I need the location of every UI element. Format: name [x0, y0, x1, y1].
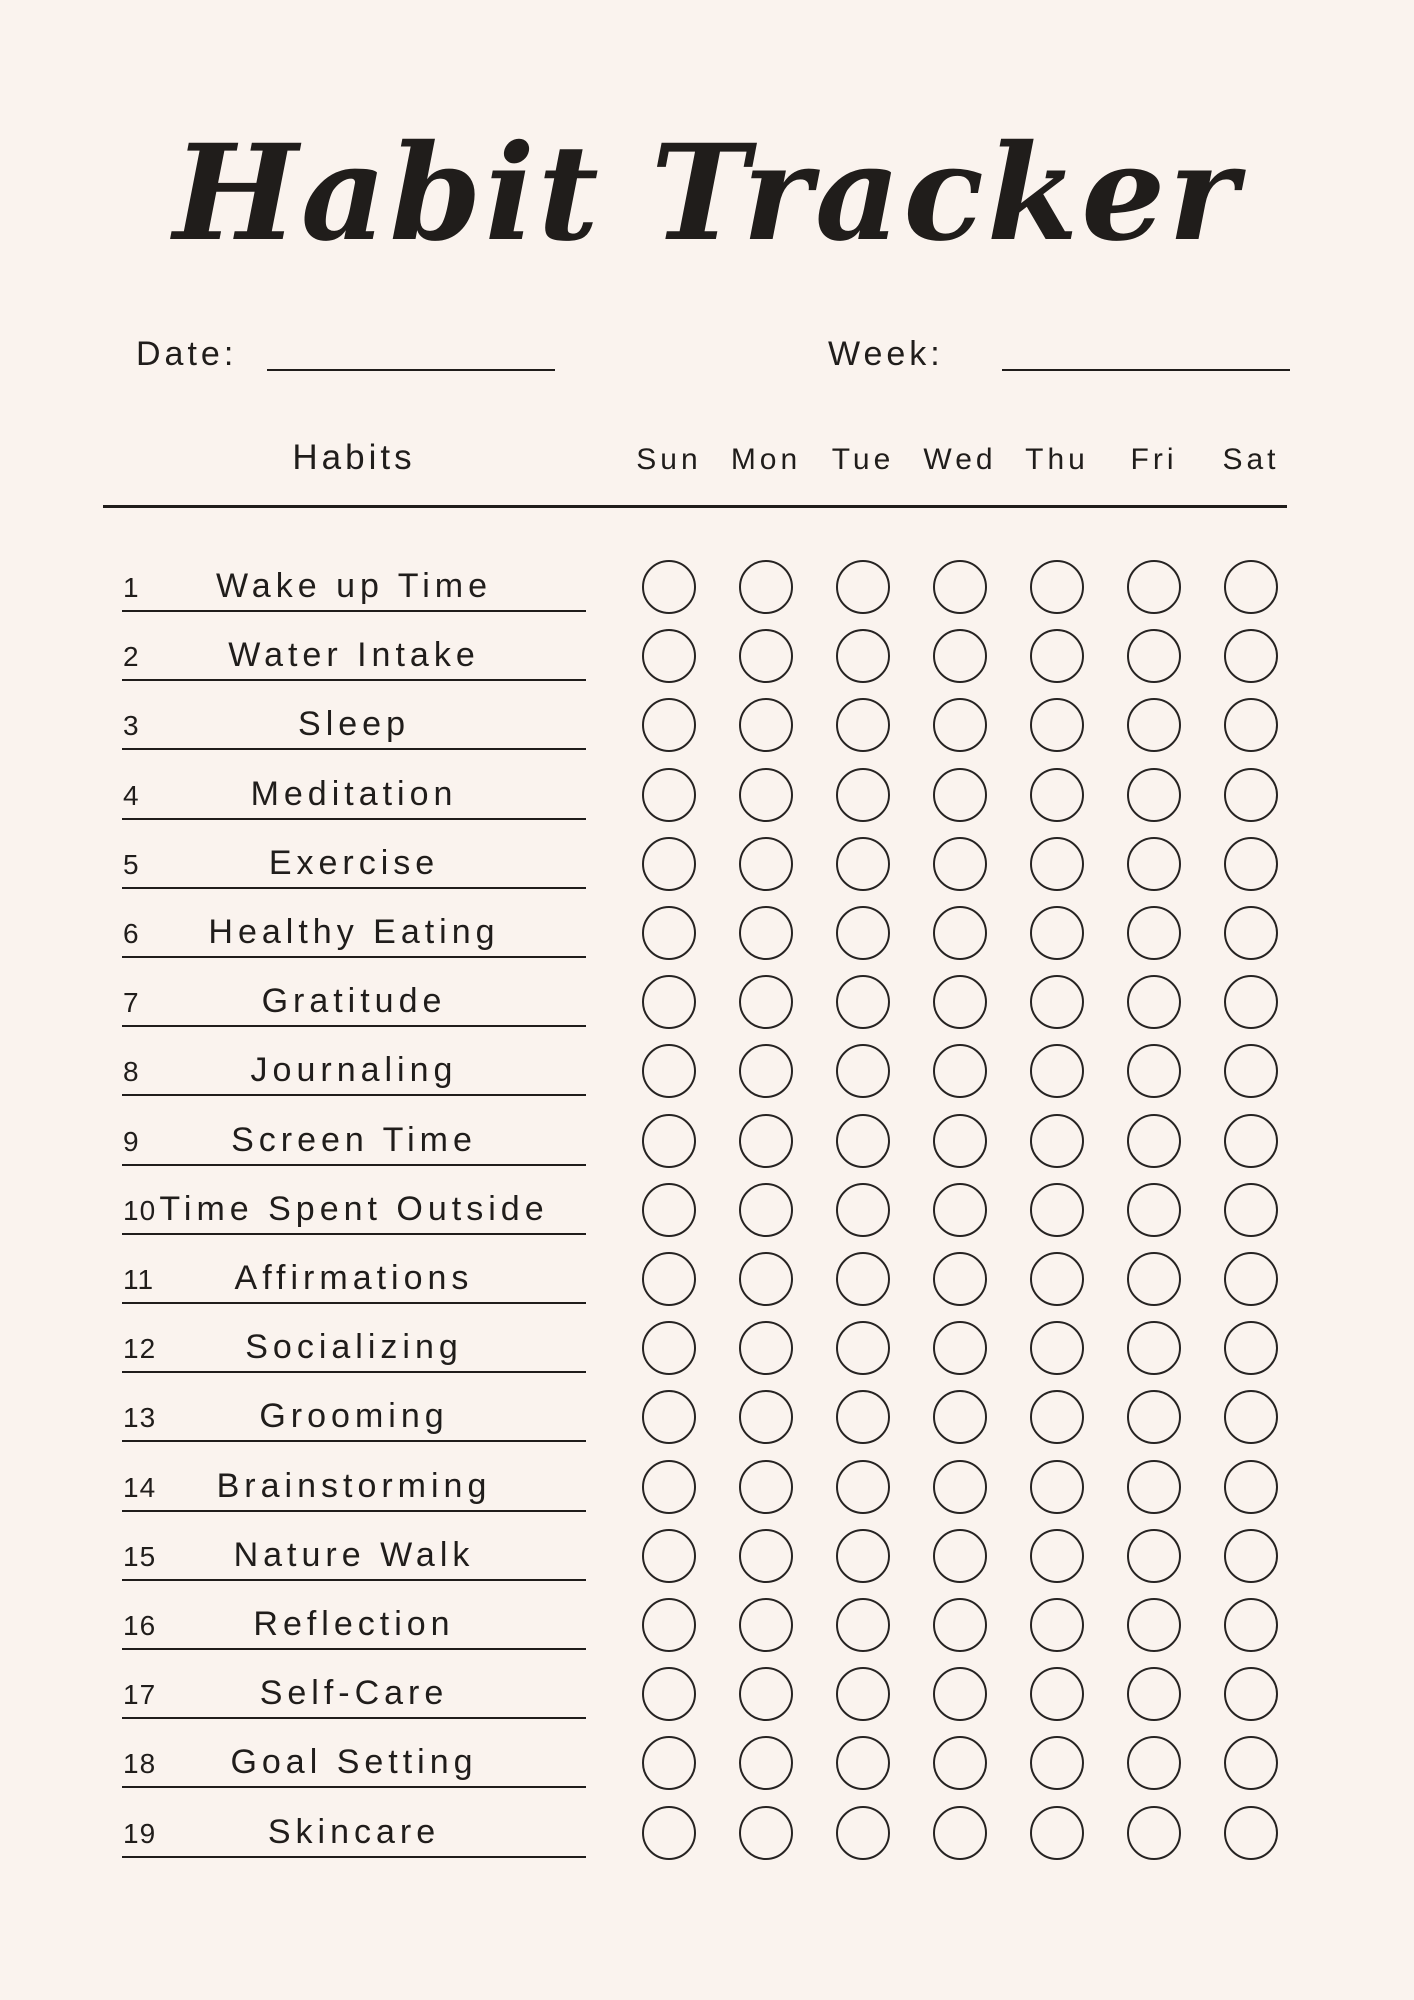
habit-day-circle[interactable] — [1224, 1252, 1278, 1306]
habit-day-circle[interactable] — [933, 768, 987, 822]
habit-day-circle[interactable] — [1224, 1667, 1278, 1721]
habit-day-circle[interactable] — [739, 1183, 793, 1237]
habit-day-circle[interactable] — [933, 1667, 987, 1721]
habit-underline — [122, 1440, 586, 1442]
week-input-line[interactable] — [1002, 369, 1290, 371]
habit-day-circle[interactable] — [1127, 837, 1181, 891]
page-title: Habit Tracker — [173, 116, 1241, 271]
habit-day-circle[interactable] — [642, 1667, 696, 1721]
habit-day-circle[interactable] — [1030, 1390, 1084, 1444]
habit-number: 10 — [123, 1194, 157, 1226]
habit-day-circle[interactable] — [642, 768, 696, 822]
habit-day-circle[interactable] — [933, 1390, 987, 1444]
week-label: Week: — [828, 335, 944, 373]
habit-day-circle[interactable] — [1127, 629, 1181, 683]
habit-number: 8 — [123, 1056, 140, 1088]
habit-number: 6 — [123, 918, 140, 949]
habit-day-circle[interactable] — [739, 1114, 793, 1168]
habit-day-circle[interactable] — [739, 1460, 793, 1514]
habit-day-circle[interactable] — [1127, 698, 1181, 752]
habit-row — [0, 1386, 1414, 1450]
habit-day-circle[interactable] — [1224, 837, 1278, 891]
habit-day-circle[interactable] — [739, 1667, 793, 1721]
day-header-sun: Sun — [636, 443, 702, 476]
habit-day-circle[interactable] — [1127, 1460, 1181, 1514]
habit-day-circle[interactable] — [1224, 698, 1278, 752]
habit-day-circle[interactable] — [739, 698, 793, 752]
habits-column-header: Habits — [292, 438, 416, 477]
habit-day-circle[interactable] — [1030, 1667, 1084, 1721]
habit-day-circle[interactable] — [1127, 560, 1181, 614]
habit-day-circle[interactable] — [933, 698, 987, 752]
habit-day-circle[interactable] — [739, 906, 793, 960]
habit-underline — [122, 1786, 586, 1788]
habit-day-circle[interactable] — [933, 1114, 987, 1168]
habit-number: 5 — [123, 848, 140, 880]
habit-day-circle[interactable] — [1030, 1806, 1084, 1860]
habit-number: 18 — [123, 1748, 157, 1780]
habit-day-circle[interactable] — [1030, 560, 1084, 614]
habit-name: Socializing — [245, 1328, 463, 1367]
habit-day-circle[interactable] — [642, 1598, 696, 1652]
habit-name: Wake up Time — [215, 567, 493, 605]
habit-day-circle[interactable] — [1030, 975, 1084, 1029]
habit-row — [0, 1317, 1414, 1381]
habit-name: Skincare — [267, 1812, 441, 1851]
habit-day-circle[interactable] — [642, 698, 696, 752]
date-label: Date: — [136, 335, 238, 373]
habit-day-circle[interactable] — [836, 560, 890, 614]
habit-day-circle[interactable] — [739, 768, 793, 822]
habit-day-circle[interactable] — [739, 1598, 793, 1652]
habit-day-circle[interactable] — [642, 1529, 696, 1583]
habit-day-circle[interactable] — [642, 1806, 696, 1860]
habit-day-circle[interactable] — [933, 1044, 987, 1098]
habit-row — [0, 556, 1414, 620]
habit-day-circle[interactable] — [642, 906, 696, 960]
habit-day-circle[interactable] — [642, 1183, 696, 1237]
habit-name: Goal Setting — [230, 1743, 478, 1782]
habit-underline — [122, 1164, 586, 1166]
habit-day-circle[interactable] — [739, 1806, 793, 1860]
habit-day-circle[interactable] — [1127, 1252, 1181, 1306]
habit-number: 16 — [123, 1610, 157, 1641]
habit-row — [0, 1110, 1414, 1174]
habit-underline — [122, 679, 586, 681]
habit-underline — [122, 610, 586, 612]
habit-day-circle[interactable] — [739, 629, 793, 683]
habit-day-circle[interactable] — [1224, 1114, 1278, 1168]
habit-day-circle[interactable] — [933, 1736, 987, 1790]
habit-day-circle[interactable] — [1224, 1390, 1278, 1444]
habit-day-circle[interactable] — [1127, 1667, 1181, 1721]
habit-name: Healthy Eating — [208, 913, 500, 951]
day-header-sat: Sat — [1222, 443, 1280, 476]
habit-day-circle[interactable] — [739, 1321, 793, 1375]
habit-day-circle[interactable] — [836, 1252, 890, 1306]
habit-name: Screen Time — [231, 1120, 477, 1159]
habit-name: Self-Care — [259, 1674, 449, 1713]
habit-number: 15 — [123, 1540, 157, 1572]
habit-day-circle[interactable] — [933, 1321, 987, 1375]
habit-underline — [122, 1510, 586, 1512]
habit-day-circle[interactable] — [1127, 1529, 1181, 1583]
habit-row — [0, 1248, 1414, 1312]
habit-underline — [122, 1025, 586, 1027]
habit-day-circle[interactable] — [1030, 1252, 1084, 1306]
habit-day-circle[interactable] — [1030, 698, 1084, 752]
habit-number: 12 — [123, 1333, 157, 1365]
habit-day-circle[interactable] — [1127, 1183, 1181, 1237]
habit-day-circle[interactable] — [642, 1044, 696, 1098]
day-header-thu: Thu — [1025, 443, 1089, 476]
habit-name: Sleep — [298, 705, 410, 744]
habit-day-circle[interactable] — [1224, 1044, 1278, 1098]
habit-day-circle[interactable] — [1030, 906, 1084, 960]
day-header-fri: Fri — [1130, 443, 1178, 476]
habit-row — [0, 1732, 1414, 1796]
habit-day-circle[interactable] — [642, 975, 696, 1029]
habit-row — [0, 1802, 1414, 1866]
habit-name: Water Intake — [228, 636, 480, 675]
habit-day-circle[interactable] — [933, 1460, 987, 1514]
habit-day-circle[interactable] — [1224, 1183, 1278, 1237]
habit-day-circle[interactable] — [1127, 1321, 1181, 1375]
habit-day-circle[interactable] — [739, 837, 793, 891]
habit-number: 9 — [123, 1125, 140, 1157]
habit-day-circle[interactable] — [642, 1321, 696, 1375]
habit-day-circle[interactable] — [642, 1736, 696, 1790]
day-header-wed: Wed — [923, 443, 997, 476]
habit-day-circle[interactable] — [836, 1114, 890, 1168]
habit-underline — [122, 1094, 586, 1096]
habit-day-circle[interactable] — [1224, 1321, 1278, 1375]
habit-number: 3 — [123, 710, 140, 742]
habit-row — [0, 1663, 1414, 1727]
habit-day-circle[interactable] — [1030, 629, 1084, 683]
habit-day-circle[interactable] — [739, 1044, 793, 1098]
habit-day-circle[interactable] — [1030, 1736, 1084, 1790]
habit-day-circle[interactable] — [1030, 1460, 1084, 1514]
habit-day-circle[interactable] — [933, 560, 987, 614]
habit-underline — [122, 748, 586, 750]
habit-day-circle[interactable] — [1030, 837, 1084, 891]
habit-name: Nature Walk — [233, 1535, 475, 1574]
habit-number: 11 — [123, 1264, 155, 1295]
day-header-tue: Tue — [831, 443, 895, 476]
habit-day-circle[interactable] — [933, 1529, 987, 1583]
habit-day-circle[interactable] — [836, 1736, 890, 1790]
habit-day-circle[interactable] — [1127, 1114, 1181, 1168]
habit-day-circle[interactable] — [1030, 1529, 1084, 1583]
habit-day-circle[interactable] — [836, 698, 890, 752]
habit-day-circle[interactable] — [836, 906, 890, 960]
habit-day-circle[interactable] — [836, 1044, 890, 1098]
habit-name: Brainstorming — [216, 1466, 492, 1505]
habit-row — [0, 833, 1414, 897]
habit-day-circle[interactable] — [933, 906, 987, 960]
habit-number: 17 — [123, 1679, 157, 1711]
habit-row — [0, 1456, 1414, 1520]
habit-day-circle[interactable] — [1127, 975, 1181, 1029]
habit-day-circle[interactable] — [642, 837, 696, 891]
habit-number: 19 — [123, 1817, 157, 1849]
habit-name: Exercise — [268, 843, 440, 882]
habit-day-circle[interactable] — [1030, 1183, 1084, 1237]
habit-row — [0, 902, 1414, 966]
habit-day-circle[interactable] — [1127, 1598, 1181, 1652]
habit-day-circle[interactable] — [1127, 1044, 1181, 1098]
habit-day-circle[interactable] — [933, 1806, 987, 1860]
habit-day-circle[interactable] — [739, 1736, 793, 1790]
habit-name: Affirmations — [234, 1259, 474, 1297]
habit-day-circle[interactable] — [836, 1598, 890, 1652]
habit-underline — [122, 1579, 586, 1581]
day-header-mon: Mon — [730, 443, 802, 476]
habit-day-circle[interactable] — [642, 1390, 696, 1444]
habit-day-circle[interactable] — [836, 1667, 890, 1721]
habit-day-circle[interactable] — [642, 1252, 696, 1306]
habit-day-circle[interactable] — [1127, 1390, 1181, 1444]
habit-day-circle[interactable] — [1127, 1806, 1181, 1860]
habit-day-circle[interactable] — [1224, 1806, 1278, 1860]
habit-day-circle[interactable] — [836, 1321, 890, 1375]
habit-day-circle[interactable] — [1030, 1114, 1084, 1168]
habit-underline — [122, 1233, 586, 1235]
habit-day-circle[interactable] — [836, 975, 890, 1029]
habit-day-circle[interactable] — [1224, 1529, 1278, 1583]
habit-day-circle[interactable] — [836, 1183, 890, 1237]
habit-name: Grooming — [259, 1397, 449, 1436]
habit-day-circle[interactable] — [836, 1390, 890, 1444]
habit-underline — [122, 887, 586, 889]
habit-number: 2 — [123, 641, 140, 673]
habit-underline — [122, 1717, 586, 1719]
habit-day-circle[interactable] — [1224, 1598, 1278, 1652]
habit-day-circle[interactable] — [836, 837, 890, 891]
habit-day-circle[interactable] — [642, 1460, 696, 1514]
habit-day-circle[interactable] — [1030, 1598, 1084, 1652]
habit-day-circle[interactable] — [836, 1529, 890, 1583]
habit-underline — [122, 1856, 586, 1858]
header-divider-line — [103, 505, 1287, 508]
habit-day-circle[interactable] — [739, 1390, 793, 1444]
habit-day-circle[interactable] — [836, 1460, 890, 1514]
habit-day-circle[interactable] — [836, 1806, 890, 1860]
habit-day-circle[interactable] — [1030, 1044, 1084, 1098]
habit-number: 14 — [123, 1471, 157, 1503]
habit-number: 1 — [123, 572, 140, 603]
habit-day-circle[interactable] — [933, 975, 987, 1029]
habit-day-circle[interactable] — [1127, 906, 1181, 960]
habit-day-circle[interactable] — [1224, 560, 1278, 614]
habit-day-circle[interactable] — [642, 560, 696, 614]
habit-day-circle[interactable] — [739, 1252, 793, 1306]
habit-name: Gratitude — [261, 982, 447, 1021]
habit-day-circle[interactable] — [1224, 906, 1278, 960]
habit-day-circle[interactable] — [1030, 768, 1084, 822]
habit-underline — [122, 818, 586, 820]
habit-underline — [122, 1648, 586, 1650]
habit-name: Meditation — [250, 774, 458, 813]
habit-day-circle[interactable] — [933, 1252, 987, 1306]
habit-name: Time Spent Outside — [159, 1189, 549, 1228]
habit-day-circle[interactable] — [1127, 768, 1181, 822]
habit-name: Reflection — [253, 1605, 455, 1643]
habit-day-circle[interactable] — [739, 1529, 793, 1583]
habit-day-circle[interactable] — [1224, 629, 1278, 683]
habit-day-circle[interactable] — [1224, 768, 1278, 822]
habit-underline — [122, 956, 586, 958]
habit-underline — [122, 1302, 586, 1304]
habit-day-circle[interactable] — [1224, 1736, 1278, 1790]
habit-day-circle[interactable] — [933, 629, 987, 683]
date-input-line[interactable] — [267, 369, 555, 371]
habit-day-circle[interactable] — [1224, 975, 1278, 1029]
habit-number: 7 — [123, 987, 140, 1019]
habit-row — [0, 1594, 1414, 1658]
habit-row — [0, 1179, 1414, 1243]
habit-day-circle[interactable] — [1224, 1460, 1278, 1514]
habit-day-circle[interactable] — [933, 837, 987, 891]
habit-row — [0, 694, 1414, 758]
habit-day-circle[interactable] — [1030, 1321, 1084, 1375]
habit-day-circle[interactable] — [739, 560, 793, 614]
habit-day-circle[interactable] — [836, 629, 890, 683]
habit-number: 4 — [123, 779, 140, 811]
habit-row — [0, 971, 1414, 1035]
habit-day-circle[interactable] — [933, 1183, 987, 1237]
habit-day-circle[interactable] — [739, 975, 793, 1029]
habit-underline — [122, 1371, 586, 1373]
habit-row — [0, 764, 1414, 828]
habit-name: Journaling — [250, 1051, 458, 1090]
habit-number: 13 — [123, 1402, 157, 1434]
habit-day-circle[interactable] — [642, 629, 696, 683]
habit-day-circle[interactable] — [933, 1598, 987, 1652]
habit-day-circle[interactable] — [642, 1114, 696, 1168]
habit-day-circle[interactable] — [836, 768, 890, 822]
habit-row — [0, 1040, 1414, 1104]
habit-row — [0, 1525, 1414, 1589]
habit-row — [0, 625, 1414, 689]
habit-day-circle[interactable] — [1127, 1736, 1181, 1790]
